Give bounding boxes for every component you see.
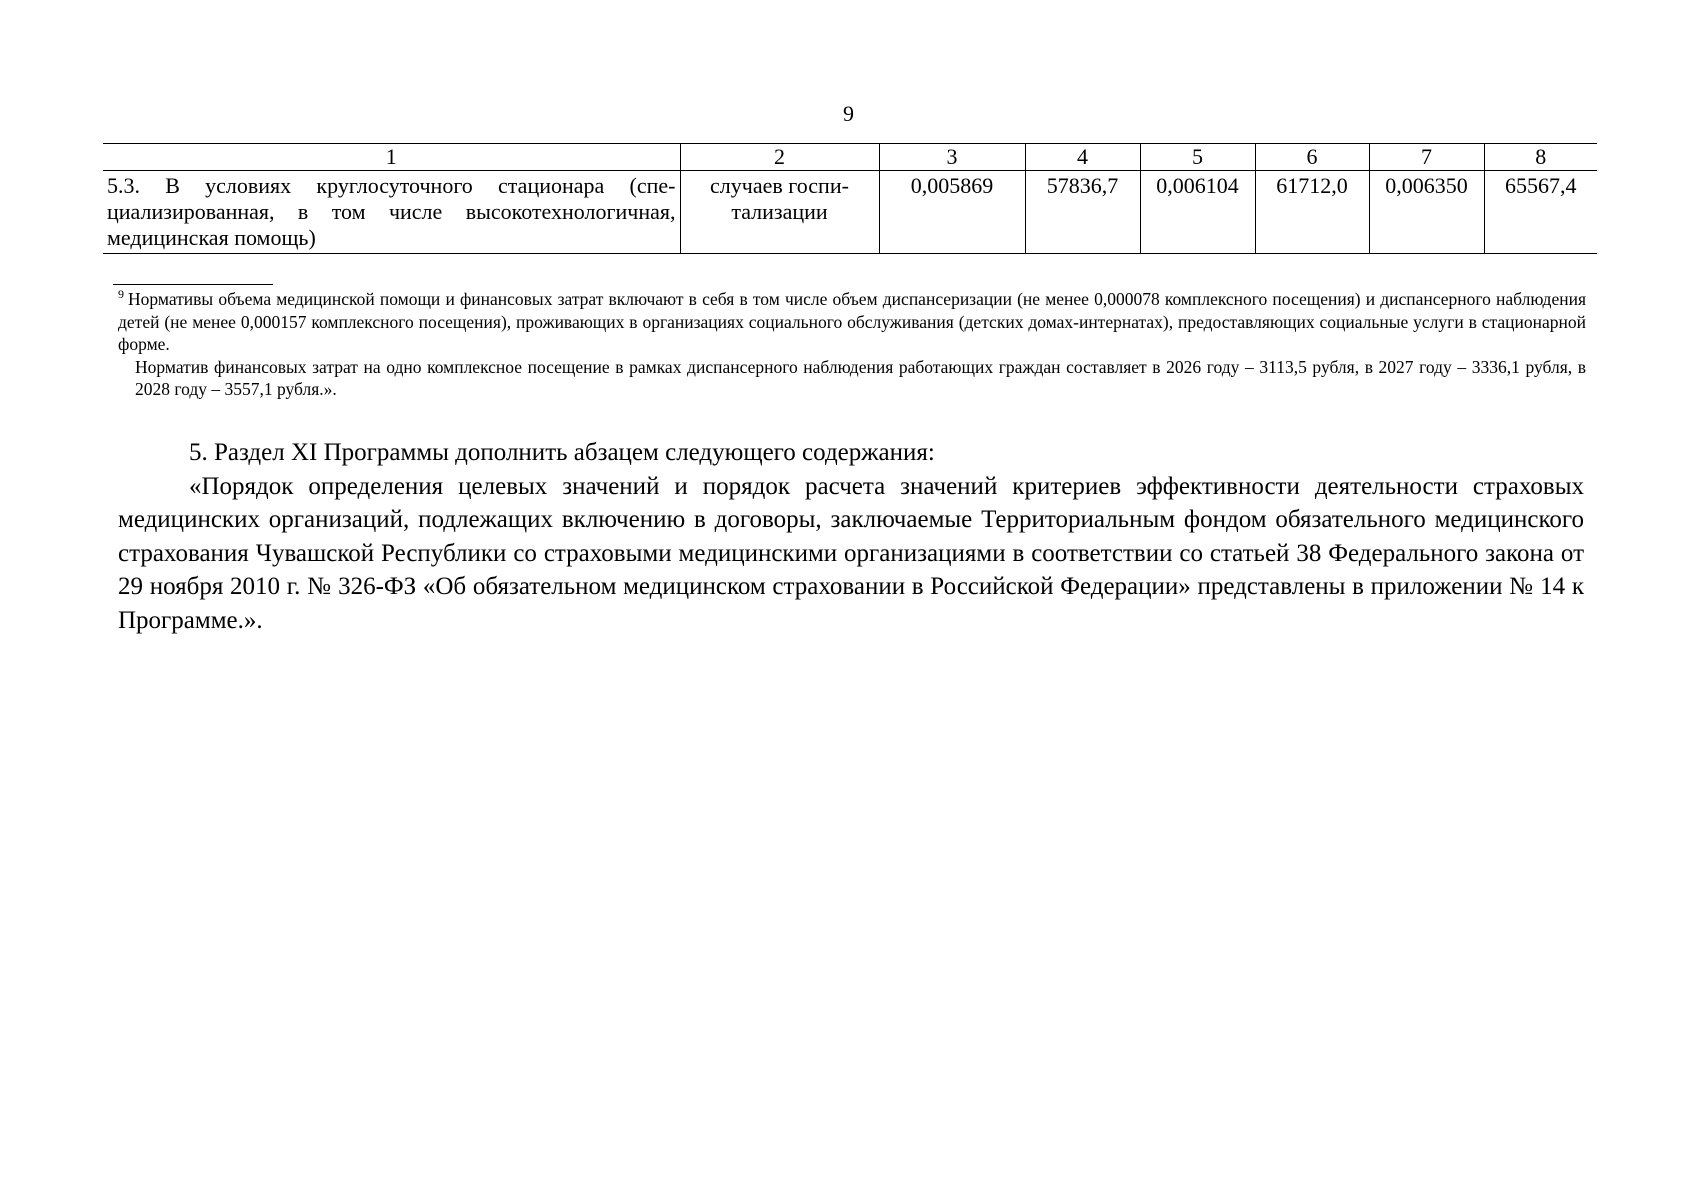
row-value-col5: 0,006104	[1140, 171, 1255, 254]
footnote-paragraph-2: Норматив финансовых затрат на одно комплексное посещение в рамках диспансерного наблюдения работающих граждан составляет в 2026 году – 3113,5 рубля, в 2027 году – 3336,1 рубля, в 2028 году – 3557,1 рубля.».	[135, 356, 1586, 399]
column-number-7: 7	[1369, 144, 1484, 171]
column-number-1: 1	[103, 144, 680, 171]
table-row	[103, 171, 1597, 254]
page-number: 9	[843, 101, 854, 126]
main-text	[118, 436, 1584, 637]
norms-table	[103, 143, 1597, 254]
footnote-mark: 9	[118, 287, 124, 302]
footnote-text-1: Нормативы объема медицинской помощи и финансовых затрат включают в себя в том числе объем диспансеризации (не менее 0,000078 комплексного посещения) и диспансерного наблюдения детей (не менее 0,000157 комплексного посещения), проживающих в организациях социального обслуживания (детских домах-интернатах), предоставляющих социальные услуги в стационарной форме.	[118, 289, 1586, 354]
column-number-2: 2	[680, 144, 879, 171]
column-number-6: 6	[1255, 144, 1369, 171]
row-value-col4: 57836,7	[1025, 171, 1140, 254]
footnotes	[118, 288, 1586, 401]
column-number-5: 5	[1140, 144, 1255, 171]
footnote-paragraph-1	[118, 288, 1586, 356]
row-value-col3: 0,005869	[879, 171, 1025, 254]
table-header-row	[103, 144, 1597, 171]
row-value-col7: 0,006350	[1369, 171, 1484, 254]
body-paragraph-2: «Порядок определения целевых значений и порядок расчета значений критериев эффективности деятельности страховых медицинских организаций, подлежащих включению в договоры, заключаемые Территориальным фондом обязательного медицинского страхования Чувашской Республики со страховыми медицинскими организациями в соответствии со статьей 38 Федерального закона от 29 ноября 2010 г. № 326-ФЗ «Об обязательном медицинском страховании в Российской Федерации» представлены в приложении № 14 к Программе.».	[118, 472, 1584, 634]
row-unit: случаев госпитализации	[680, 171, 879, 254]
footnote-separator	[113, 284, 273, 285]
row-value-col8: 65567,4	[1484, 171, 1597, 254]
column-number-8: 8	[1484, 144, 1597, 171]
row-care-type: 5.3. В условиях круглосуточного стационара (специализированная, в том числе высокотехнологичная, медицинская помощь)	[103, 171, 680, 254]
column-number-3: 3	[879, 144, 1025, 171]
body-paragraph-1: 5. Раздел XI Программы дополнить абзацем следующего содержания:	[189, 439, 935, 466]
column-number-4: 4	[1025, 144, 1140, 171]
row-value-col6: 61712,0	[1255, 171, 1369, 254]
